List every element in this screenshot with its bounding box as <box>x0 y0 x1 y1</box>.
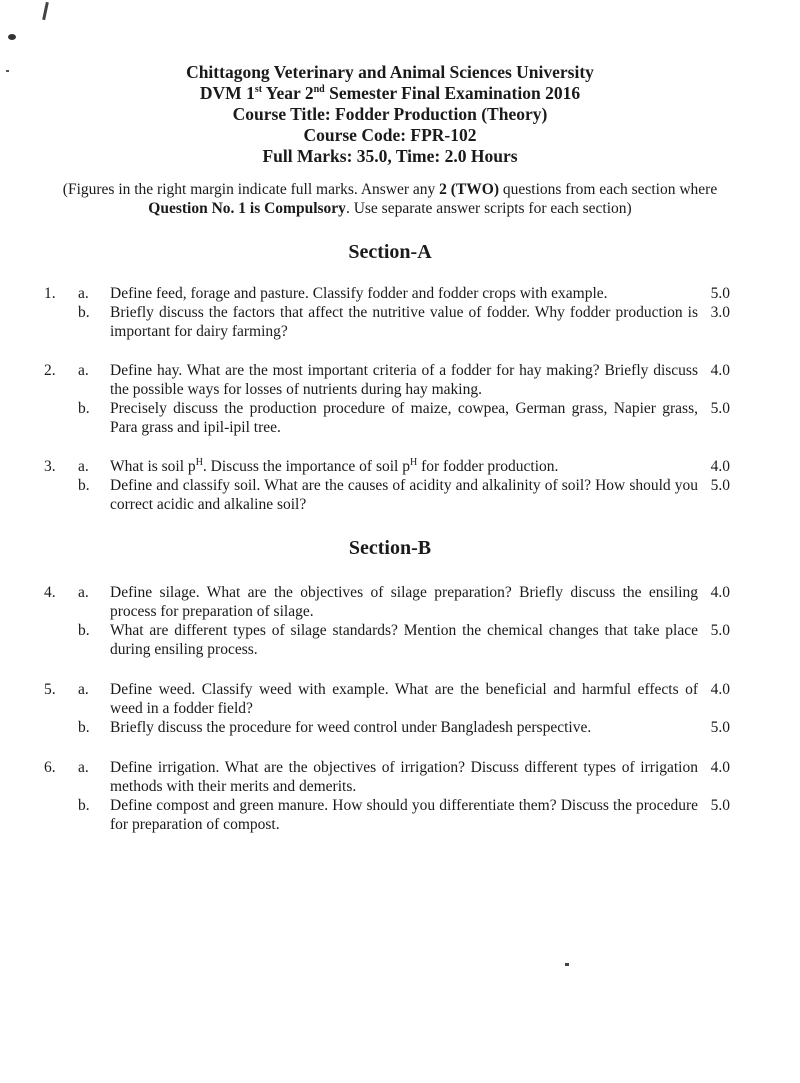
course-code: Course Code: FPR-102 <box>303 125 477 145</box>
marks: 4.0 <box>710 584 730 601</box>
question-number: 1. <box>44 285 56 302</box>
question-3 <box>0 457 800 514</box>
question-part: a. Define hay. What are the most important criteria of a fodder for hay making? Briefly discuss the possible ways for losses of nutrients during hay making. 4.0 <box>78 362 730 398</box>
question-4 <box>0 583 800 659</box>
question-text: Define weed. Classify weed with example. What are the beneficial and harmful effects of weed in a fodder field? <box>110 681 698 717</box>
marks: 4.0 <box>710 681 730 698</box>
university-name: Chittagong Veterinary and Animal Sciences University <box>186 62 594 82</box>
question-number: 5. <box>44 681 56 698</box>
question-part: b. Briefly discuss the factors that affect the nutritive value of fodder. Why fodder production is important for dairy farming? 3.0 <box>78 304 730 340</box>
question-5 <box>0 680 800 737</box>
question-part: b. What are different types of silage standards? Mention the chemical changes that take place during ensiling process. 5.0 <box>78 622 730 658</box>
question-text: Define irrigation. What are the objectives of irrigation? Discuss different types of irrigation methods with their merits and demerits. <box>110 759 698 795</box>
question-part: a. What is soil $p^H$. Discuss the importance of soil $p^H$ for fodder production. 4.0 <box>78 456 730 475</box>
marks: 4.0 <box>710 458 730 475</box>
marks: 5.0 <box>710 797 730 814</box>
question-number: 6. <box>44 759 56 776</box>
question-2 <box>0 361 800 437</box>
marks: 3.0 <box>710 304 730 321</box>
course-title: Course Title: Fodder Production (Theory) <box>232 104 548 124</box>
question-text: Briefly discuss the procedure for weed control under Bangladesh perspective. <box>110 719 592 736</box>
question-number: 2. <box>44 362 56 379</box>
question-text: Define and classify soil. What are the causes of acidity and alkalinity of soil? How should you correct acidic and alkaline soil? <box>110 477 698 513</box>
question-text: What are different types of silage standards? Mention the chemical changes that take place during ensiling process. <box>110 622 698 658</box>
question-text: Briefly discuss the factors that affect the nutritive value of fodder. Why fodder production is important for dairy farming? <box>110 304 698 340</box>
question-number: 3. <box>44 458 56 475</box>
question-part: b. Briefly discuss the procedure for weed control under Bangladesh perspective. 5.0 <box>78 719 730 736</box>
marks-time: Full Marks: 35.0, Time: 2.0 Hours <box>262 146 518 166</box>
question-1 <box>0 284 800 341</box>
question-6 <box>0 758 800 834</box>
question-number: 4. <box>44 584 56 601</box>
instructions: (Figures in the right margin indicate full marks. Answer any 2 (TWO) questions from each section where Question No. 1 is Compulsory. Use separate answer scripts for each section) <box>62 181 718 217</box>
question-part: b. Precisely discuss the production procedure of maize, cowpea, German grass, Napier grass, Para grass and ipil-ipil tree. 5.0 <box>78 400 730 436</box>
question-part: a. Define feed, forage and pasture. Classify fodder and fodder crops with example. 5.0 <box>78 285 730 302</box>
section-b-title: Section-B <box>348 537 432 559</box>
question-text: What is soil $p^H$. Discuss the importance of soil $p^H$ for fodder production. <box>110 456 559 475</box>
question-text: Precisely discuss the production procedure of maize, cowpea, German grass, Napier grass, Para grass and ipil-ipil tree. <box>110 400 698 436</box>
section-a-title: Section-A <box>348 241 432 263</box>
question-part: b. Define and classify soil. What are the causes of acidity and alkalinity of soil? How should you correct acidic and alkaline soil? 5.0 <box>78 477 730 513</box>
scan-speck <box>8 34 16 40</box>
marks: 5.0 <box>710 719 730 736</box>
marks: 4.0 <box>710 362 730 379</box>
question-text: Define compost and green manure. How should you differentiate them? Discuss the procedure for preparation of compost. <box>110 797 698 833</box>
question-part: a. Define irrigation. What are the objectives of irrigation? Discuss different types of irrigation methods with their merits and demerits. 4.0 <box>78 759 730 795</box>
marks: 5.0 <box>710 400 730 417</box>
marks: 5.0 <box>710 622 730 639</box>
scan-speck <box>42 2 49 20</box>
question-part: a. Define silage. What are the objectives of silage preparation? Briefly discuss the ensiling process for preparation of silage. 4.0 <box>78 584 730 620</box>
exam-header <box>0 62 780 167</box>
question-text: Define hay. What are the most important criteria of a fodder for hay making? Briefly discuss the possible ways for losses of nutrients during hay making. <box>110 362 698 398</box>
exam-name: DVM 1st Year 2nd Semester Final Examination 2016 <box>199 83 581 103</box>
question-part: a. Define weed. Classify weed with example. What are the beneficial and harmful effects of weed in a fodder field? 4.0 <box>78 681 730 717</box>
marks: 4.0 <box>710 759 730 776</box>
question-text: Define silage. What are the objectives of silage preparation? Briefly discuss the ensiling process for preparation of silage. <box>110 584 698 620</box>
marks: 5.0 <box>710 477 730 494</box>
marks: 5.0 <box>710 285 730 302</box>
question-part: b. Define compost and green manure. How should you differentiate them? Discuss the procedure for preparation of compost. 5.0 <box>78 797 730 833</box>
question-text: Define feed, forage and pasture. Classify fodder and fodder crops with example. <box>110 285 608 302</box>
scan-speck <box>565 963 569 966</box>
